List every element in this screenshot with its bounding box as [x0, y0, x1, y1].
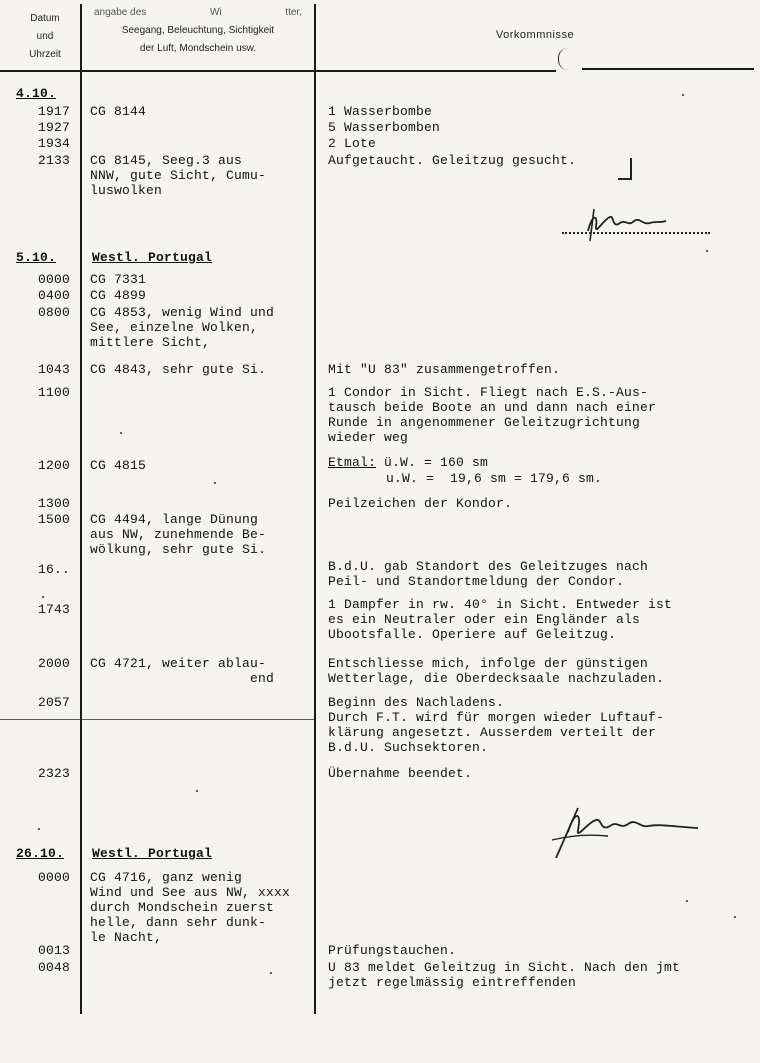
speck: [214, 482, 216, 484]
header-col2-line2: Seegang, Beleuchtung, Sichtigkeit: [121, 25, 275, 36]
speck: [734, 916, 736, 918]
day2-position-6: CG 4815: [90, 458, 147, 473]
day3-position-1: CG 4716, ganz wenig Wind und See aus NW, xxxx durch Mondschein zuerst helle, dann sehr dunk- le Nacht,: [90, 870, 291, 945]
header-rule: [0, 70, 556, 72]
header-rule-right: [582, 68, 754, 70]
day1-time-4: 2133: [37, 153, 70, 168]
day1-time-2: 1927: [37, 120, 70, 135]
header-col-datum: [14, 10, 76, 64]
day2-etmal-line2: u.W. = 19,6 sm = 179,6 sm.: [386, 471, 603, 486]
day2-region: Westl. Portugal: [92, 250, 213, 265]
day2-position-3: CG 4853, wenig Wind und See, einzelne Wolken, mittlere Sicht,: [90, 305, 275, 350]
day3-date: 26.10.: [16, 846, 65, 861]
day2-position-2: CG 4899: [90, 288, 147, 303]
dotted-line-1: [562, 232, 710, 234]
mid-rule: [0, 719, 314, 720]
header-col2-part1: angabe des: [94, 7, 147, 18]
day2-time-2: 0400: [37, 288, 70, 303]
signature-2: [548, 800, 708, 860]
speck: [196, 790, 198, 792]
header-col2-part3: tter,: [285, 7, 302, 18]
speck: [686, 900, 688, 902]
day3-region: Westl. Portugal: [92, 846, 213, 861]
day2-time-13: 2323: [37, 766, 70, 781]
day2-event-9: B.d.U. gab Standort des Geleitzuges nach Peil- und Standortmeldung der Condor.: [328, 559, 649, 589]
day1-date: 4.10.: [16, 86, 57, 101]
day2-event-13: Übernahme beendet.: [328, 766, 473, 781]
signature-1: [580, 205, 700, 245]
day2-time-4: 1043: [37, 362, 70, 377]
day2-time-10: 1743: [37, 602, 70, 617]
header-col-weather: [82, 4, 314, 58]
day2-time-12: 2057: [37, 695, 70, 710]
day2-time-11: 2000: [37, 656, 70, 671]
day2-event-11: Entschliesse mich, infolge der günstigen Wetterlage, die Oberdecksaale nachzuladen.: [328, 656, 665, 686]
header-col1-line3: Uhrzeit: [29, 49, 61, 60]
column-divider-2: [314, 4, 316, 1014]
speck: [38, 828, 40, 830]
day3-time-2: 0013: [37, 943, 70, 958]
day2-event-12: Beginn des Nachladens. Durch F.T. wird für morgen wieder Luftauf- klärung angesetzt. Ausserdem verteilt der B.d.U. Suchsektoren.: [328, 695, 665, 755]
day2-time-8: 1500: [37, 512, 70, 527]
header-col1-line1: Datum: [30, 13, 60, 24]
speck: [682, 94, 684, 96]
day1-event-3: 2 Lote: [328, 136, 377, 151]
day2-event-10: 1 Dampfer in rw. 40° in Sicht. Entweder ist es ein Neutraler oder ein Engländer als Ubootsfalle. Operiere auf Geleitzug.: [328, 597, 673, 642]
day2-etmal-label: Etmal:: [328, 455, 377, 470]
day2-date: 5.10.: [16, 250, 57, 265]
day2-time-3: 0800: [37, 305, 70, 320]
day2-position-11: CG 4721, weiter ablau- end: [90, 656, 275, 686]
speck: [42, 596, 44, 598]
day2-time-5: 1100: [37, 385, 70, 400]
day2-position-1: CG 7331: [90, 272, 147, 287]
day2-etmal-line1: ü.W. = 160 sm: [376, 455, 489, 470]
day1-event-2: 5 Wasserbomben: [328, 120, 441, 135]
day1-bracket: [618, 158, 632, 180]
speck: [706, 250, 708, 252]
day2-event-7: Peilzeichen der Kondor.: [328, 496, 513, 511]
day2-time-7: 1300: [37, 496, 70, 511]
day2-event-4: Mit "U 83" zusammengetroffen.: [328, 362, 561, 377]
day3-event-3: U 83 meldet Geleitzug in Sicht. Nach den jmt jetzt regelmässig eintreffenden: [328, 960, 681, 990]
day3-event-2: Prüfungstauchen.: [328, 943, 457, 958]
day3-time-3: 0048: [37, 960, 70, 975]
day2-time-9: 16..: [37, 562, 70, 577]
header-col1-line2: und: [36, 31, 54, 42]
header-col2-part2: Wi: [209, 7, 222, 18]
day1-event-4: Aufgetaucht. Geleitzug gesucht.: [328, 153, 577, 168]
day1-position-4: CG 8145, Seeg.3 aus NNW, gute Sicht, Cumu- luswolken: [90, 153, 267, 198]
day2-time-6: 1200: [37, 458, 70, 473]
day3-time-1: 0000: [37, 870, 70, 885]
day2-position-4: CG 4843, sehr gute Si.: [90, 362, 267, 377]
day1-position-1: CG 8144: [90, 104, 147, 119]
day2-position-8: CG 4494, lange Dünung aus NW, zunehmende Be- wölkung, sehr gute Si.: [90, 512, 267, 557]
speck: [120, 432, 122, 434]
header-col-vorkommnisse: Vorkommnisse: [495, 29, 575, 41]
day1-time-1: 1917: [37, 104, 70, 119]
column-divider-1: [80, 4, 82, 1014]
day1-event-1: 1 Wasserbombe: [328, 104, 433, 119]
header-col2-line3: der Luft, Mondschein usw.: [139, 43, 257, 54]
header-bracket: [558, 48, 569, 70]
day1-time-3: 1934: [37, 136, 70, 151]
day2-event-5: 1 Condor in Sicht. Fliegt nach E.S.-Aus- tausch beide Boote an und dann nach einer Runde in angenommener Geleitzugrichtung wieder weg: [328, 385, 657, 445]
day2-time-1: 0000: [37, 272, 70, 287]
speck: [270, 972, 272, 974]
